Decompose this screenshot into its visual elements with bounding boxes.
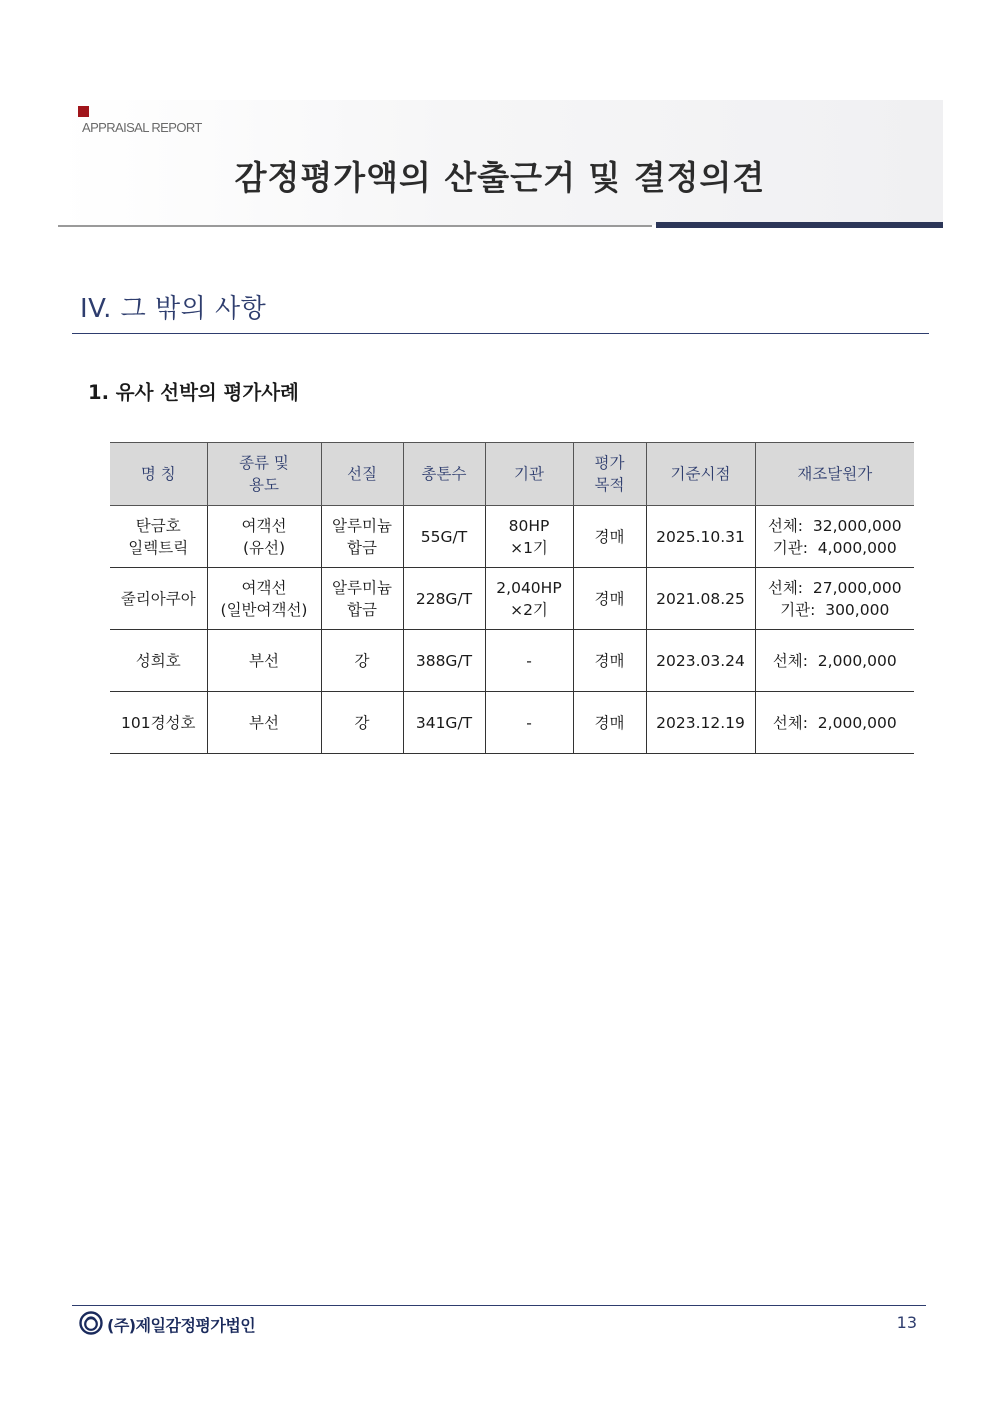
- header-type-use: 종류 및 용도: [207, 443, 321, 506]
- header-tonnage: 총톤수: [403, 443, 485, 506]
- table-row: [110, 506, 914, 568]
- cell-date: 2021.08.25: [646, 568, 755, 630]
- cell-tonnage: 388G/T: [403, 630, 485, 692]
- cell-date: 2023.03.24: [646, 630, 755, 692]
- cell-date: 2023.12.19: [646, 692, 755, 754]
- cell-tonnage: 341G/T: [403, 692, 485, 754]
- header-divider-thick: [656, 222, 943, 228]
- footer-divider: [72, 1305, 926, 1306]
- cell-name: 줄리아쿠아: [110, 568, 207, 630]
- cell-cost: 선체: 2,000,000: [755, 692, 914, 754]
- cell-cost: 선체: 27,000,000 기관: 300,000: [755, 568, 914, 630]
- table-header-row: [110, 443, 914, 506]
- cell-type: 부선: [207, 692, 321, 754]
- page-number: 13: [896, 1313, 917, 1332]
- cell-engine: 2,040HP ×2기: [485, 568, 573, 630]
- cell-cost: 선체: 32,000,000 기관: 4,000,000: [755, 506, 914, 568]
- table-row: [110, 568, 914, 630]
- cell-material: 알루미늄 합금: [321, 568, 403, 630]
- header-name: 명 칭: [110, 443, 207, 506]
- cell-type: 여객선 (유선): [207, 506, 321, 568]
- section-title: IV. 그 밖의 사항: [80, 294, 267, 324]
- cell-cost: 선체: 2,000,000: [755, 630, 914, 692]
- cell-purpose: 경매: [573, 630, 646, 692]
- header-purpose: 평가 목적: [573, 443, 646, 506]
- header-divider-thin: [58, 225, 652, 227]
- report-label: APPRAISAL REPORT: [82, 120, 202, 135]
- cell-date: 2025.10.31: [646, 506, 755, 568]
- table-row: [110, 692, 914, 754]
- cell-material: 강: [321, 692, 403, 754]
- cell-name: 101경성호: [110, 692, 207, 754]
- cell-tonnage: 228G/T: [403, 568, 485, 630]
- cell-tonnage: 55G/T: [403, 506, 485, 568]
- cell-material: 알루미늄 합금: [321, 506, 403, 568]
- company-logo-icon: [79, 1311, 103, 1335]
- header-replacement-cost: 재조달원가: [755, 443, 914, 506]
- cell-engine: -: [485, 630, 573, 692]
- cell-engine: -: [485, 692, 573, 754]
- company-name: (주)제일감정평가법인: [107, 1316, 256, 1335]
- header-material: 선질: [321, 443, 403, 506]
- cell-type: 여객선 (일반여객선): [207, 568, 321, 630]
- comparable-vessels-table: [110, 442, 914, 754]
- report-marker: [78, 106, 89, 117]
- section-divider: [72, 333, 929, 334]
- cell-type: 부선: [207, 630, 321, 692]
- header-base-date: 기준시점: [646, 443, 755, 506]
- header-engine: 기관: [485, 443, 573, 506]
- cell-material: 강: [321, 630, 403, 692]
- cell-purpose: 경매: [573, 692, 646, 754]
- cell-purpose: 경매: [573, 506, 646, 568]
- page-title: 감정평가액의 산출근거 및 결정의견: [234, 158, 766, 197]
- cell-name: 성희호: [110, 630, 207, 692]
- cell-engine: 80HP ×1기: [485, 506, 573, 568]
- subsection-title: 1. 유사 선박의 평가사례: [88, 381, 299, 404]
- cell-name: 탄금호 일렉트릭: [110, 506, 207, 568]
- table-row: [110, 630, 914, 692]
- cell-purpose: 경매: [573, 568, 646, 630]
